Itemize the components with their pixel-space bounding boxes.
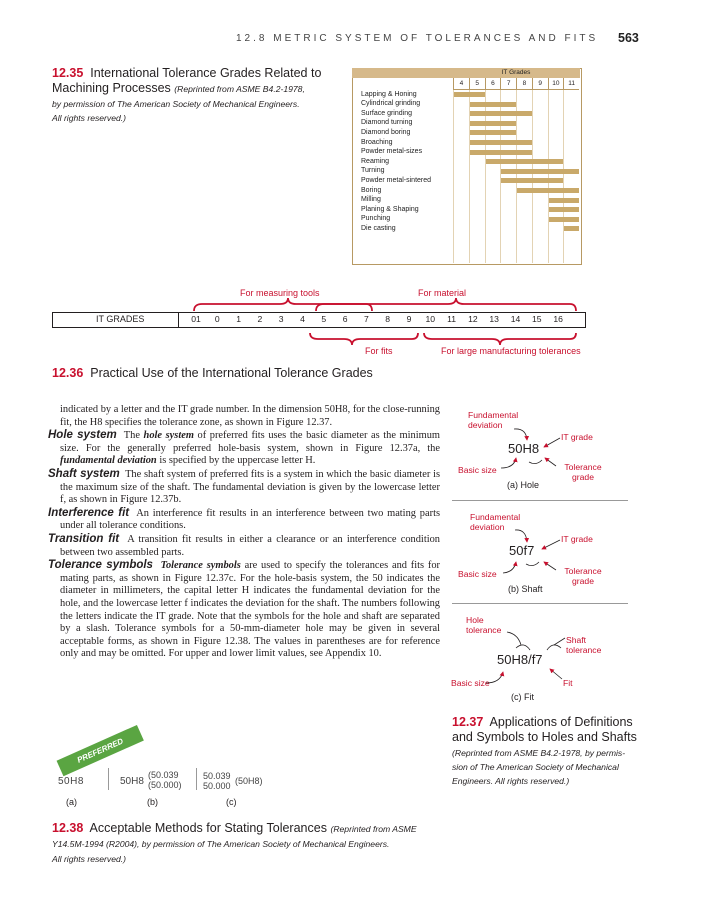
c-code: 50H8/f7 [497, 652, 543, 667]
method-b-upper: (50.039 [148, 770, 179, 780]
it-grade-15: 15 [532, 314, 542, 324]
process-label: Surface grinding [361, 109, 412, 117]
fig-12-35-title-2: Machining Processes [52, 81, 171, 95]
process-bar [517, 188, 579, 193]
fig-12-37-credit-1: (Reprinted from ASME B4.2-1978, by permis- [452, 748, 626, 758]
process-label: Broaching [361, 138, 393, 146]
method-c-lower: 50.000 [203, 781, 231, 791]
fig-12-38-number: 12.38 [52, 821, 84, 835]
process-bar [470, 102, 516, 107]
a-tolerance-grade: Tolerance grade [564, 462, 602, 482]
process-bar [564, 226, 579, 231]
process-bar [549, 217, 580, 222]
hole-text-a: The [123, 430, 140, 442]
a-it-grade: IT grade [561, 432, 593, 442]
b-fundamental-deviation: Fundamental deviation [470, 512, 521, 532]
fig-12-37-number: 12.37 [452, 715, 484, 729]
b-basic-size: Basic size [458, 569, 497, 579]
it-grade-4: 4 [300, 314, 305, 324]
method-divider-2 [196, 768, 197, 790]
method-b-label: (b) [147, 797, 158, 807]
process-label: Cylindrical grinding [361, 100, 421, 108]
fig-12-35-credit-3: All rights reserved.) [52, 113, 127, 123]
brace-fits [310, 333, 418, 345]
fig-12-35-caption [52, 66, 352, 96]
interference-text: An interference fit results in an interference between two mating parts under all tolerance conditions. [60, 507, 440, 532]
divider-b-c [452, 603, 628, 604]
it-grade-6: 6 [342, 314, 348, 324]
method-c-upper: 50.039 [203, 771, 231, 781]
process-label: Powder metal-sizes [361, 148, 423, 156]
brace-material [316, 298, 576, 311]
process-label: Reaming [361, 157, 390, 165]
fig-12-36-title: Practical Use of the International Tolerance Grades [90, 366, 373, 380]
a-arrows [450, 400, 630, 500]
process-label: Lapping & Honing [361, 90, 417, 98]
para-transition-fit [48, 532, 440, 559]
process-label: Punching [361, 215, 391, 223]
process-bar [486, 159, 564, 164]
it-grade-10: 10 [425, 314, 436, 324]
a-code: 50H8 [508, 441, 540, 456]
it-grade-13: 13 [489, 314, 499, 324]
label-fits: For fits [365, 346, 393, 356]
hole-text-b: hole system [143, 430, 194, 442]
b-arrows [450, 500, 630, 600]
it-grade-12: 12 [468, 314, 478, 324]
process-label: Die casting [361, 224, 396, 232]
method-a-code: 50H8 [58, 776, 84, 787]
process-bar [470, 140, 532, 145]
c-basic-size: Basic size [451, 678, 490, 688]
method-b-main: 50H8 [120, 776, 144, 787]
fig-12-35-title-1: International Tolerance Grades Related to [90, 66, 322, 80]
fig-12-35-credit-inline: (Reprinted from ASME B4.2-1978, [174, 84, 305, 94]
fig-12-35-number: 12.35 [52, 66, 84, 80]
it-grade-3: 3 [278, 314, 284, 324]
c-sublabel: (c) Fit [511, 692, 534, 702]
process-bar [549, 207, 580, 212]
tol-text-b: Tolerance symbols [160, 560, 241, 572]
process-label: Planing & Shaping [361, 205, 419, 213]
body-text [48, 404, 440, 661]
fig-12-37-credit-3: Engineers. All rights reserved.) [452, 776, 570, 786]
term-shaft-system: Shaft system [48, 467, 120, 480]
it-grade-11: 11 [447, 314, 457, 324]
grade-header-6: 6 [485, 78, 501, 90]
transition-text: A transition fit results in either a clearance or an interference condition between two assembled parts. [60, 533, 440, 558]
it-grades-row-label: IT GRADES [96, 314, 145, 324]
b-tolerance-grade: Tolerance grade [564, 566, 602, 586]
it-grade-1: 1 [236, 314, 241, 324]
it-grade-2: 2 [257, 314, 263, 324]
fig-12-38-credit-1: (Reprinted from ASME [330, 824, 417, 834]
a-sublabel: (a) Hole [507, 480, 540, 490]
grade-header-9: 9 [532, 78, 548, 90]
method-c-code: (50H8) [235, 776, 263, 786]
fig-12-38-credit-2: Y14.5M-1994 (R2004), by permission of The American Society of Mechanical Engineers. [52, 839, 390, 849]
c-hole-tolerance: Hole tolerance [466, 615, 502, 635]
it-grade-0: 0 [214, 314, 220, 324]
term-hole-system: Hole system [48, 429, 117, 442]
fig-12-38-credit-3: All rights reserved.) [52, 854, 127, 864]
it-grade-9: 9 [406, 314, 412, 324]
method-b-limits [148, 770, 182, 790]
page-number: 563 [618, 31, 639, 45]
preferred-banner: PREFERRED [57, 725, 144, 776]
process-bar [454, 92, 485, 97]
method-divider-1 [108, 768, 109, 790]
fig-12-37-title-2: and Symbols to Holes and Shafts [452, 730, 637, 744]
b-sublabel: (b) Shaft [508, 584, 543, 594]
shaft-text: The shaft system of preferred fits is a system in which the basic diameter is the maximum size of the shaft. The fundamental deviation is given by the lowercase letter f, as shown in Figure 12.37b. [60, 468, 440, 506]
process-label: Boring [361, 186, 382, 194]
process-bar [470, 150, 532, 155]
grade-header-7: 7 [500, 78, 516, 90]
it-grade-7: 7 [364, 314, 369, 324]
brace-large-tolerances [424, 333, 576, 345]
fig-12-37-caption [452, 715, 652, 745]
label-material: For material [418, 288, 467, 298]
hole-text-d: fundamental deviation [60, 455, 157, 467]
it-grade-01: 01 [191, 314, 201, 324]
c-shaft-tolerance: Shaft tolerance [566, 635, 602, 655]
method-a-label: (a) [66, 797, 77, 807]
b-code: 50f7 [509, 543, 535, 558]
tol-text: are used to specify the tolerances and fits for mating parts, as shown in Figure 12.37c. For the hole-basis system, the 50 indicates the diameter in millimeters, the capital letter H indicates the fundamental deviation for the hole, and the lowercase letter f indicates the deviation for the shaft. The numbers following the letters indicate the IT grade. Note that the symbols for the hole and shaft are separated by a slash. Tolerance symbols for a 50-mm-diameter hole may be given in several acceptable forms, as shown in Figure 12.38. The values in parentheses are for reference only and may be omitted. For upper and lower limit values, see Appendix 10. [60, 560, 440, 660]
term-tolerance-symbols: Tolerance symbols [48, 559, 153, 572]
term-interference-fit: Interference fit [48, 506, 130, 519]
grade-header-11: 11 [563, 78, 579, 90]
para-interference-fit [48, 506, 440, 533]
para-intro: indicated by a letter and the IT grade number. In the dimension 50H8, for the close-running fit, the H8 specifies the tolerance zone, as shown in Figure 12.37. [60, 404, 440, 428]
grade-gridline [532, 90, 533, 263]
label-large-tolerances: For large manufacturing tolerances [441, 346, 581, 356]
a-basic-size: Basic size [458, 465, 497, 475]
process-bar [501, 178, 563, 183]
c-arrows [450, 605, 630, 695]
b-it-grade: IT grade [561, 534, 593, 544]
fig-12-37-title-1: Applications of Definitions [489, 715, 633, 729]
process-label: Milling [361, 196, 381, 204]
it-grade-5: 5 [321, 314, 327, 324]
it-grade-8: 8 [385, 314, 391, 324]
a-fundamental-deviation: Fundamental deviation [468, 410, 519, 430]
grade-gridline [548, 90, 549, 263]
para-shaft-system [48, 467, 440, 507]
fig-12-38-caption [52, 821, 472, 836]
grade-gridline [453, 90, 454, 263]
process-bar [470, 121, 516, 126]
process-bar [470, 130, 516, 135]
method-c-limits [203, 771, 231, 791]
running-header: 12.8 METRIC SYSTEM OF TOLERANCES AND FITS [236, 33, 599, 44]
fig-12-36-caption [52, 366, 373, 381]
grade-header-5: 5 [469, 78, 485, 90]
fig-12-37-credit-2: sion of The American Society of Mechanical [452, 762, 619, 772]
grade-header-8: 8 [516, 78, 532, 90]
term-transition-fit: Transition fit [48, 532, 120, 545]
it-grades-chart-title: IT Grades [501, 69, 531, 76]
process-label: Diamond turning [361, 119, 413, 127]
method-c-label: (c) [226, 797, 237, 807]
para-hole-system [48, 429, 440, 468]
fig-12-38-title: Acceptable Methods for Stating Tolerances [89, 821, 327, 835]
process-label: Turning [361, 167, 385, 175]
method-b-lower: (50.000) [148, 780, 182, 790]
para-tolerance-symbols [48, 559, 440, 661]
process-label: Diamond boring [361, 128, 411, 136]
it-grade-14: 14 [510, 314, 521, 324]
it-grade-16: 16 [553, 314, 563, 324]
grade-header-10: 10 [548, 78, 564, 90]
process-bar [549, 198, 580, 203]
hole-text-e: is specified by the uppercase letter H. [159, 455, 316, 467]
process-label: Powder metal-sintered [361, 176, 432, 184]
c-fit: Fit [563, 678, 573, 688]
hole-text-c: of preferred fits uses the basic diameter as the minimum size. For the generally preferred hole-basis system, shown in Figure 12.37a, the [60, 430, 440, 454]
process-bar [501, 169, 579, 174]
label-measuring-tools: For measuring tools [240, 288, 320, 298]
grade-header-4: 4 [453, 78, 469, 90]
fig-12-35-credit-2: by permission of The American Society of Mechanical Engineers. [52, 99, 300, 109]
fig-12-36-number: 12.36 [52, 366, 84, 380]
grade-gridline [563, 90, 564, 263]
it-grades-strip-divider [178, 312, 179, 328]
process-bar [470, 111, 532, 116]
